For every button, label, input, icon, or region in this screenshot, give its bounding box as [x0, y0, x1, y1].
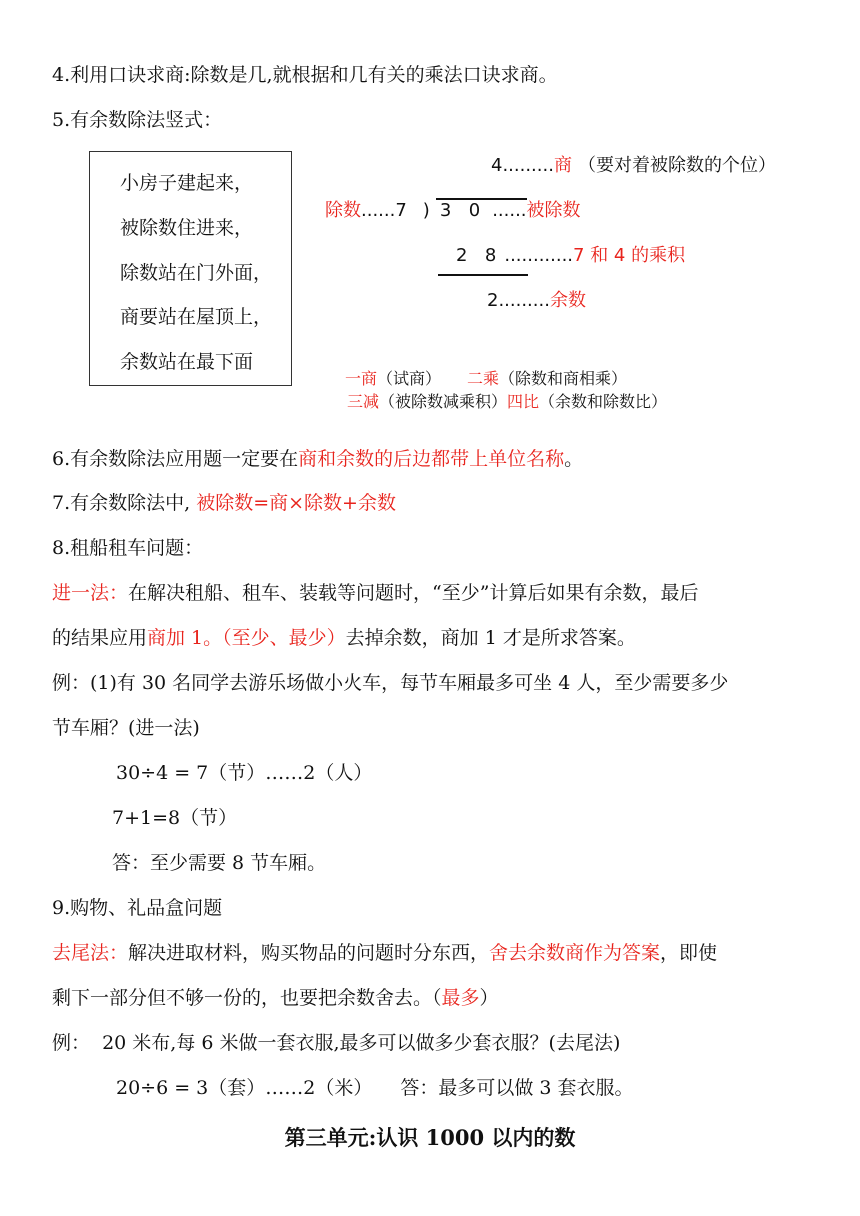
item-4: 4.利用口诀求商:除数是几,就根据和几有关的乘法口诀求商。	[52, 64, 558, 86]
product-label: 7 和 4 的乘积	[573, 245, 686, 266]
quwei-title: 去尾法：	[52, 942, 129, 964]
quwei-line-1	[52, 940, 717, 966]
division-bracket: )	[422, 200, 430, 221]
remainder-label: 余数	[549, 290, 586, 311]
dividend-line	[325, 198, 581, 224]
item-9: 9.购物、礼品盒问题	[52, 897, 223, 919]
quwei-text-1: 解决进取材料，购买物品的问题时分东西，	[128, 942, 490, 964]
dividend-value: 3 0	[439, 200, 483, 221]
product-line	[456, 243, 685, 269]
item-7-formula: 被除数=商×除数+余数	[196, 492, 396, 514]
step-2-label: 二乘	[467, 369, 500, 388]
step-1-text: （试商）	[377, 369, 442, 388]
step-3-label: 三减	[347, 392, 380, 411]
step-3-text: （被除数减乘积）	[379, 392, 508, 411]
jinyi-text-1: 在解决租船、租车、装载等问题时，“至少”计算后如果有余数，最后	[128, 582, 699, 604]
poem-line-1: 小房子建起来，	[120, 172, 254, 194]
example-1-answer: 答：至少需要 8 节车厢。	[112, 852, 327, 874]
item-6-highlight: 商和余数的后边都带上单位名称	[298, 448, 565, 470]
quotient-label: 商	[553, 155, 572, 176]
steps-line-2	[347, 389, 667, 415]
divisor-label: 除数	[325, 200, 361, 221]
example-1-line-2: 节车厢？(进一法)	[52, 717, 200, 739]
quwei-text-2b: ）	[479, 987, 499, 1009]
quwei-text-1b: ，即使	[660, 942, 718, 964]
example-1-line-1: 例：(1)有 30 名同学去游乐场做小火车，每节车厢最多可坐 4 人，至少需要多少	[52, 672, 729, 694]
quotient-value: 4.........	[491, 155, 554, 176]
quwei-most: 最多	[441, 987, 480, 1009]
quwei-text-2: 剩下一部分但不够一份的，也要把余数舍去。（	[52, 987, 442, 1009]
item-6-prefix: 6.有余数除法应用题一定要在	[52, 448, 299, 470]
example-1-calc-2: 7+1=8（节）	[112, 807, 238, 829]
subtraction-bar	[438, 274, 528, 276]
jinyi-title: 进一法：	[52, 582, 129, 604]
example-2-calc-text: 20÷6 = 3（套）……2（米）	[116, 1077, 373, 1099]
jinyi-highlight: 商加 1。（至少、最少）	[147, 627, 346, 649]
item-6	[52, 446, 583, 472]
product-value: 2 8	[456, 245, 499, 266]
item-7-prefix: 7.有余数除法中,	[52, 492, 197, 514]
poem-line-4: 商要站在屋顶上，	[120, 306, 273, 328]
unit-heading: 第三单元:认识 1000 以内的数	[284, 1125, 576, 1150]
quotient-line	[491, 153, 776, 179]
dividend-label: 被除数	[526, 200, 581, 221]
product-dots: ............	[504, 245, 574, 266]
quwei-line-2	[52, 985, 499, 1011]
quwei-highlight: 舍去余数商作为答案	[489, 942, 661, 964]
step-4-label: 四比	[507, 392, 540, 411]
item-5: 5.有余数除法竖式：	[52, 109, 223, 131]
example-1-calc-1: 30÷4 = 7（节）……2（人）	[116, 762, 373, 784]
jinyi-line-1	[52, 580, 698, 606]
step-2-text: （除数和商相乘）	[499, 369, 628, 388]
poem-box	[89, 151, 292, 386]
divisor-value: ......7	[361, 200, 407, 221]
example-2-line-1: 例： 20 米布,每 6 米做一套衣服,最多可以做多少套衣服？(去尾法)	[52, 1032, 621, 1054]
poem-line-3: 除数站在门外面，	[120, 262, 273, 284]
quotient-note: （要对着被除数的个位）	[577, 155, 776, 176]
remainder-line	[487, 288, 586, 314]
step-1-label: 一商	[345, 369, 378, 388]
example-2-answer: 答：最多可以做 3 套衣服。	[400, 1077, 634, 1099]
jinyi-text-2b: 去掉余数，商加 1 才是所求答案。	[345, 627, 636, 649]
item-6-suffix: 。	[564, 448, 584, 470]
dividend-dots: ......	[492, 200, 527, 221]
poem-line-2: 被除数住进来，	[120, 217, 254, 239]
item-8: 8.租船租车问题：	[52, 537, 204, 559]
step-4-text: （余数和除数比）	[539, 392, 668, 411]
poem-line-5: 余数站在最下面	[120, 351, 254, 373]
remainder-value: 2.........	[487, 290, 550, 311]
jinyi-text-2a: 的结果应用	[52, 627, 148, 649]
jinyi-line-2	[52, 625, 636, 651]
example-2-calc	[116, 1075, 634, 1101]
item-7	[52, 490, 396, 516]
